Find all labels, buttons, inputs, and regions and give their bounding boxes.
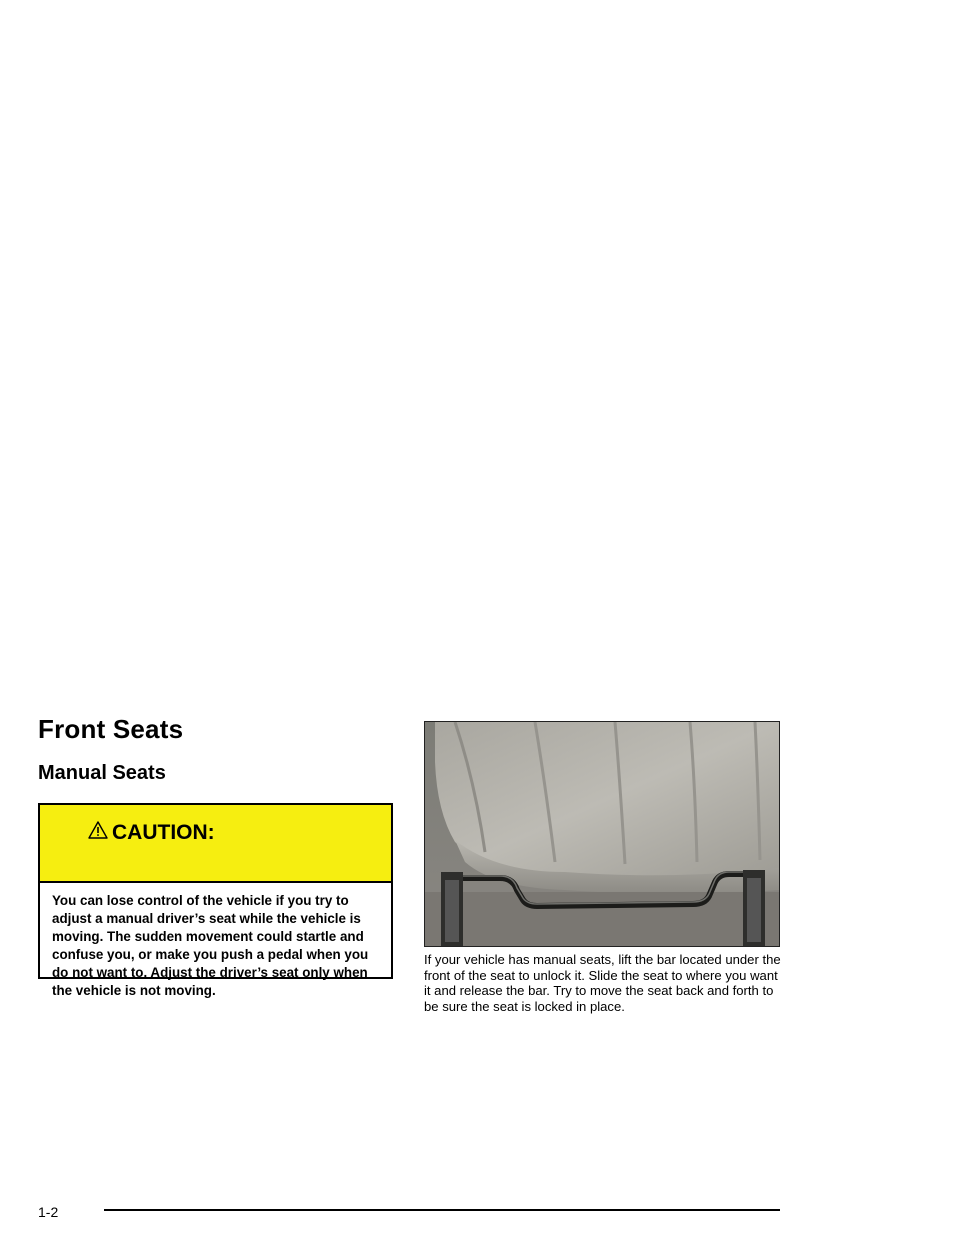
caution-box bbox=[38, 803, 393, 998]
seat-adjuster-photo bbox=[424, 721, 780, 947]
section-title: Front Seats bbox=[38, 714, 184, 744]
caution-title: CAUTION: bbox=[112, 821, 215, 844]
caution-header bbox=[40, 805, 391, 883]
footer-rule bbox=[104, 1209, 780, 1211]
caution-text: You can lose control of the vehicle if you try to adjust a manual driver’s seat while the vehicle is moving. The sudden movement could startle and confuse you, or make you push a pedal when you do not want to. Adjust the driver’s seat only when the vehicle is not moving. bbox=[52, 893, 369, 998]
figure-caption: If your vehicle has manual seats, lift the bar located under the front of the seat to unlock it. Slide the seat to where you want it and release the bar. Try to move the seat back and forth to be sure the seat is locked in place. bbox=[424, 952, 781, 1014]
section-subtitle: Manual Seats bbox=[38, 762, 166, 784]
warning-triangle-icon bbox=[88, 820, 108, 840]
page-number: 1-2 bbox=[38, 1204, 59, 1220]
